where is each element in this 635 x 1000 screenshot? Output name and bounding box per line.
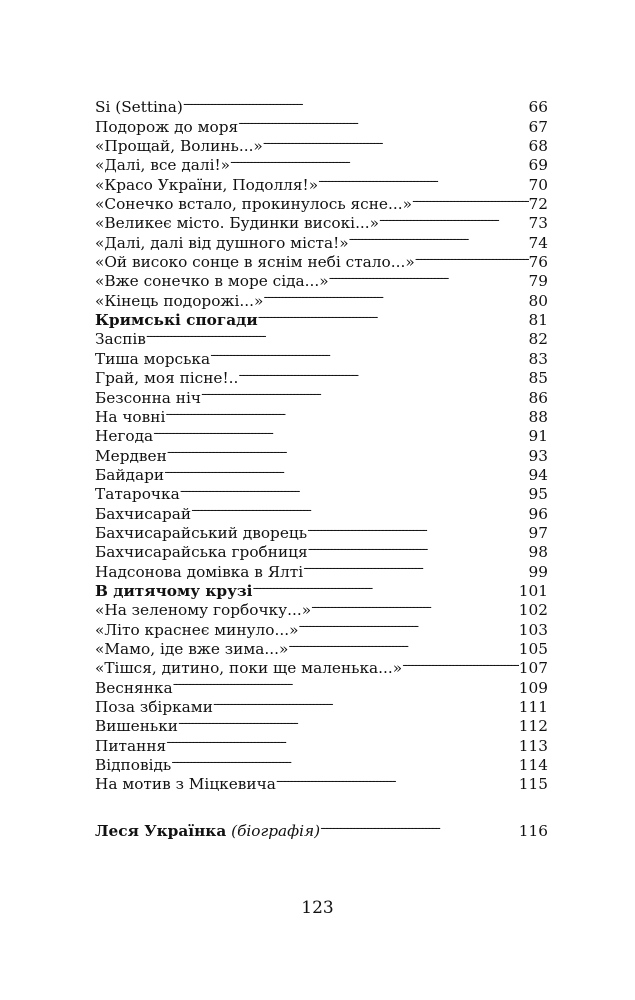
toc-entry-page: 73 (528, 214, 548, 233)
dot-leader (298, 615, 518, 634)
toc-entry-title: Кримські спогади (95, 311, 258, 330)
dot-leader (412, 190, 529, 209)
dot-leader (153, 422, 528, 441)
toc-entry-page: 69 (528, 156, 548, 175)
dot-leader (276, 770, 519, 789)
toc-entry-page: 68 (528, 137, 548, 156)
toc-entry-page: 93 (528, 446, 548, 465)
dot-leader (238, 364, 528, 383)
toc-entry-page: 94 (528, 465, 548, 484)
page-number: 123 (301, 898, 334, 918)
toc-entry-title: «Красо України, Подолля!» (95, 175, 319, 194)
toc-entry-title: Бахчисарайський дворець (95, 523, 308, 542)
toc-entry-title: Негода (95, 427, 154, 446)
toc-entry-title: «Тішся, дитино, поки ще маленька...» (95, 659, 403, 678)
toc-entry-page: 101 (518, 581, 548, 600)
dot-leader (191, 499, 528, 518)
toc-entry-title: «Мамо, іде вже зима...» (95, 639, 289, 658)
dot-leader (263, 132, 529, 151)
dot-leader (164, 461, 528, 480)
dot-leader (146, 325, 529, 344)
dot-leader (178, 712, 519, 731)
dot-leader (311, 596, 519, 615)
toc-entry-page: 105 (518, 639, 548, 658)
toc-entry-page: 79 (528, 272, 548, 291)
table-of-contents (95, 93, 548, 794)
bio-title-italic: (біографія) (231, 822, 321, 841)
dot-leader (165, 403, 528, 422)
toc-entry-title: «Кінець подорожі...» (95, 291, 264, 310)
toc-entry-page: 67 (528, 117, 548, 136)
toc-entry-page: 80 (528, 291, 548, 310)
toc-entry-title: Тиша морська (95, 349, 211, 368)
toc-entry-title: В дитячому крузі (95, 581, 253, 600)
toc-entry-title: Безсонна ніч (95, 388, 201, 407)
dot-leader (303, 557, 528, 576)
toc-entry-title: «Сонечко встало, прокинулось ясне...» (95, 195, 412, 214)
toc-entry-title: Відповідь (95, 756, 172, 775)
toc-entry-title (95, 822, 320, 841)
dot-leader (213, 693, 519, 712)
toc-entry-title: Бахчисарайська гробниця (95, 543, 308, 562)
toc-entry-title: «Великеє місто. Будинки високі...» (95, 214, 380, 233)
dot-leader (258, 306, 529, 325)
dot-leader (171, 751, 519, 770)
toc-entry-title: Поза збірками (95, 698, 213, 716)
toc-entry-page: 113 (518, 736, 548, 755)
dot-leader (308, 538, 529, 557)
dot-leader (238, 112, 528, 131)
bio-title-bold: Леся Українка (95, 822, 227, 841)
toc-entry-page: 96 (528, 504, 548, 523)
toc-entry-title: Грай, моя пісне!.. (95, 369, 239, 388)
dot-leader (210, 344, 528, 363)
toc-entry-title: Si (Settina) (95, 98, 183, 117)
dot-leader (173, 673, 519, 692)
toc-entry-title: Вишеньки (95, 717, 178, 736)
toc-entry (95, 93, 548, 117)
toc-entry-page: 115 (518, 775, 548, 794)
toc-entry-page: 99 (528, 562, 548, 581)
dot-leader (230, 151, 529, 170)
toc-entry-title: «Далі, все далі!» (95, 156, 230, 175)
dot-leader (180, 480, 529, 499)
dot-leader (329, 267, 529, 286)
toc-entry-page: 74 (528, 233, 548, 252)
toc-entry-page: 107 (518, 659, 548, 678)
dot-leader (349, 228, 529, 247)
toc-entry-title: «Ой високо сонце в яснім небі стало...» (95, 253, 415, 272)
toc-entry-page: 109 (518, 678, 548, 697)
toc-entry-title: Питання (95, 736, 167, 755)
toc-entry-title: «Прощай, Волинь...» (95, 137, 263, 156)
toc-entry-title: Веснянка (95, 678, 173, 697)
toc-entry-title: На мотив з Міцкевича (95, 775, 276, 794)
toc-entry-page: 76 (528, 253, 548, 272)
dot-leader (320, 817, 519, 836)
toc-entry (95, 422, 548, 446)
toc-entry-title: На човні (95, 407, 166, 426)
dot-leader (183, 93, 529, 112)
dot-leader (201, 383, 529, 402)
toc-entry-page: 97 (528, 523, 548, 542)
toc-entry-title: Надсонова домівка в Ялті (95, 562, 304, 581)
toc-entry-title: Подорож до моря (95, 117, 239, 136)
toc-entry-page: 85 (528, 369, 548, 388)
toc-entry-page: 88 (528, 407, 548, 426)
toc-entry-page: 81 (528, 311, 548, 330)
toc-entry-title: «Далі, далі від душного міста!» (95, 233, 349, 252)
dot-leader (318, 170, 528, 189)
toc-entry-page: 83 (528, 349, 548, 368)
toc-entry-page: 70 (528, 175, 548, 194)
toc-entry-page: 86 (528, 388, 548, 407)
toc-entry-page: 103 (518, 620, 548, 639)
dot-leader (166, 731, 519, 750)
toc-entry-biography (95, 817, 548, 841)
dot-leader (415, 248, 529, 267)
dot-leader (167, 441, 529, 460)
dot-leader (288, 635, 518, 654)
toc-entry-page: 116 (518, 822, 548, 841)
toc-entry-title: Байдари (95, 465, 165, 484)
toc-entry-page: 111 (518, 698, 548, 716)
toc-entry-title: Мердвен (95, 446, 167, 465)
toc-entry-page: 91 (528, 427, 548, 446)
toc-entry-title: «Вже сонечко в море сіда...» (95, 272, 329, 291)
toc-entry-title: «На зеленому горбочку...» (95, 601, 312, 620)
toc-entry-page: 112 (518, 717, 548, 736)
toc-entry (95, 344, 548, 368)
dot-leader (253, 577, 519, 596)
toc-entry-title: «Літо краснеє минуло...» (95, 620, 299, 639)
toc-entry-page: 66 (528, 98, 548, 117)
dot-leader (307, 519, 528, 538)
dot-leader (263, 286, 528, 305)
toc-entry (95, 441, 548, 465)
dot-leader (402, 654, 519, 673)
toc-entry-page: 114 (518, 756, 548, 775)
toc-entry-page: 98 (528, 543, 548, 562)
toc-entry-page: 95 (528, 485, 548, 504)
toc-entry-title: Татарочка (95, 485, 180, 504)
toc-entry-page: 72 (528, 195, 548, 214)
toc-entry-title: Бахчисарай (95, 504, 192, 523)
toc-entry-page: 102 (518, 601, 548, 620)
toc-entry (95, 325, 548, 349)
dot-leader (379, 209, 529, 228)
toc-entry-page: 82 (528, 330, 548, 349)
toc-entry-title: Заспів (95, 330, 146, 349)
